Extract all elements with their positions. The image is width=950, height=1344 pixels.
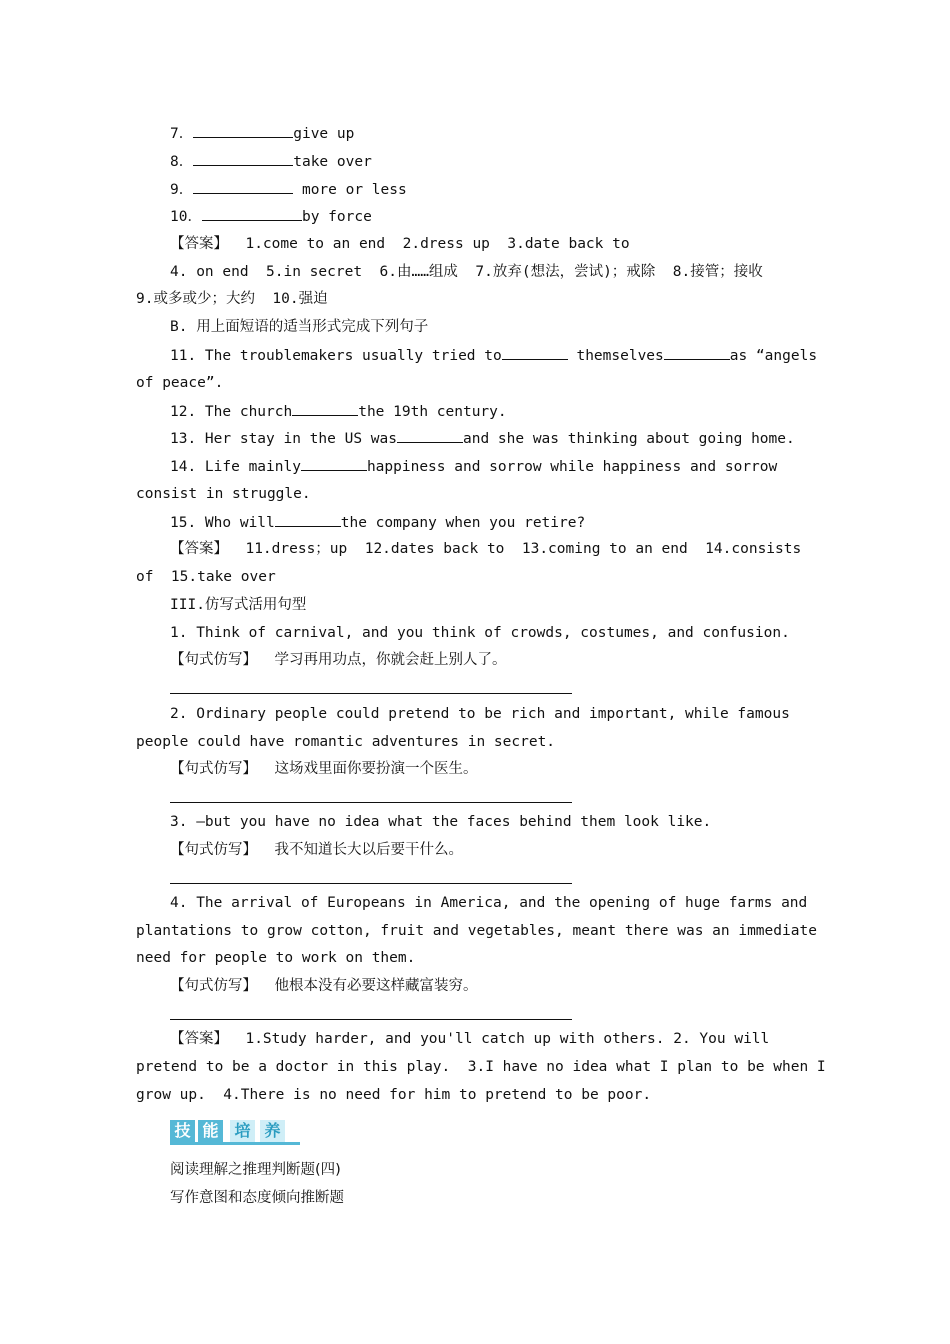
writing-line-3[interactable] xyxy=(170,883,572,884)
badge-underline xyxy=(170,1142,300,1145)
exercise-item-13: 13. Her stay in the US was and she was thinking about going home. xyxy=(170,428,795,449)
badge-char: 能 xyxy=(198,1120,223,1142)
answer-block-3-line1: 【答案】 1.Study harder, and you'll catch up with others. 2. You will xyxy=(170,1031,770,1047)
pattern-sentence-4-line3: need for people to work on them. xyxy=(136,950,416,966)
answer-blank[interactable] xyxy=(202,206,302,221)
imitation-prompt-4: 【句式仿写】 他根本没有必要这样藏富装穷。 xyxy=(170,978,478,994)
exercise-item-10: 10． by force xyxy=(170,206,372,227)
writing-line-2[interactable] xyxy=(170,802,572,803)
writing-line-4[interactable] xyxy=(170,1019,572,1020)
exercise-item-12: 12. The church the 19th century. xyxy=(170,401,507,422)
imitation-prompt-1: 【句式仿写】 学习再用功点，你就会赶上别人了。 xyxy=(170,652,507,668)
answer-blank[interactable] xyxy=(275,512,341,527)
pattern-sentence-4-line2: plantations to grow cotton, fruit and vegetables, meant there was an immediate xyxy=(136,923,817,939)
answer-block-3-line2: pretend to be a doctor in this play. 3.I have no idea what I plan to be when I xyxy=(136,1059,826,1075)
exercise-item-14-cont: consist in struggle. xyxy=(136,486,311,502)
footer-heading-1: 阅读理解之推理判断题(四) xyxy=(170,1162,341,1178)
skill-training-badge xyxy=(170,1118,300,1146)
badge-char: 技 xyxy=(170,1120,195,1142)
answer-blank[interactable] xyxy=(397,428,463,443)
exercise-item-8: 8． take over xyxy=(170,151,372,172)
imitation-prompt-2: 【句式仿写】 这场戏里面你要扮演一个医生。 xyxy=(170,761,478,777)
answer-blank[interactable] xyxy=(193,123,293,138)
pattern-sentence-3: 3. —but you have no idea what the faces behind them look like. xyxy=(170,814,712,830)
imitation-prompt-3: 【句式仿写】 我不知道长大以后要干什么。 xyxy=(170,842,463,858)
answer-blank[interactable] xyxy=(502,345,568,360)
exercise-item-7: 7． give up xyxy=(170,123,354,144)
section-iii-heading: III.仿写式活用句型 xyxy=(170,597,307,613)
section-b-heading: B. 用上面短语的适当形式完成下列句子 xyxy=(170,319,429,335)
answer-block-2-line2: of 15.take over xyxy=(136,569,276,585)
exercise-item-14: 14. Life mainly happiness and sorrow while happiness and sorrow xyxy=(170,456,777,477)
answer-blank[interactable] xyxy=(301,456,367,471)
pattern-sentence-2-line2: people could have romantic adventures in secret. xyxy=(136,734,556,750)
badge-char: 培 xyxy=(230,1120,255,1144)
exercise-item-11: 11. The troublemakers usually tried to themselves as “angels xyxy=(170,345,817,366)
pattern-sentence-4-line1: 4. The arrival of Europeans in America, and the opening of huge farms and xyxy=(170,895,808,911)
footer-heading-2: 写作意图和态度倾向推断题 xyxy=(170,1190,344,1206)
answer-block-2-line1: 【答案】 11.dress；up 12.dates back to 13.coming to an end 14.consists xyxy=(170,541,802,557)
answer-block-1-line1: 【答案】 1.come to an end 2.dress up 3.date back to xyxy=(170,236,630,252)
pattern-sentence-1: 1. Think of carnival, and you think of crowds, costumes, and confusion. xyxy=(170,625,790,641)
exercise-item-11-cont: of peace”. xyxy=(136,375,224,391)
answer-blank[interactable] xyxy=(193,151,293,166)
answer-block-3-line3: grow up. 4.There is no need for him to pretend to be poor. xyxy=(136,1087,652,1103)
exercise-item-15: 15. Who will the company when you retire? xyxy=(170,512,585,533)
badge-char: 养 xyxy=(260,1120,285,1144)
writing-line-1[interactable] xyxy=(170,693,572,694)
answer-blank[interactable] xyxy=(193,179,293,194)
answer-blank[interactable] xyxy=(292,401,358,416)
pattern-sentence-2-line1: 2. Ordinary people could pretend to be rich and important, while famous xyxy=(170,706,790,722)
answer-block-1-line2: 4. on end 5.in secret 6.由……组成 7.放弃(想法，尝试)；戒除 8.接管；接收 xyxy=(170,264,763,280)
answer-block-1-line3: 9.或多或少；大约 10.强迫 xyxy=(136,291,328,307)
answer-blank[interactable] xyxy=(664,345,730,360)
exercise-item-9: 9． more or less xyxy=(170,179,407,200)
